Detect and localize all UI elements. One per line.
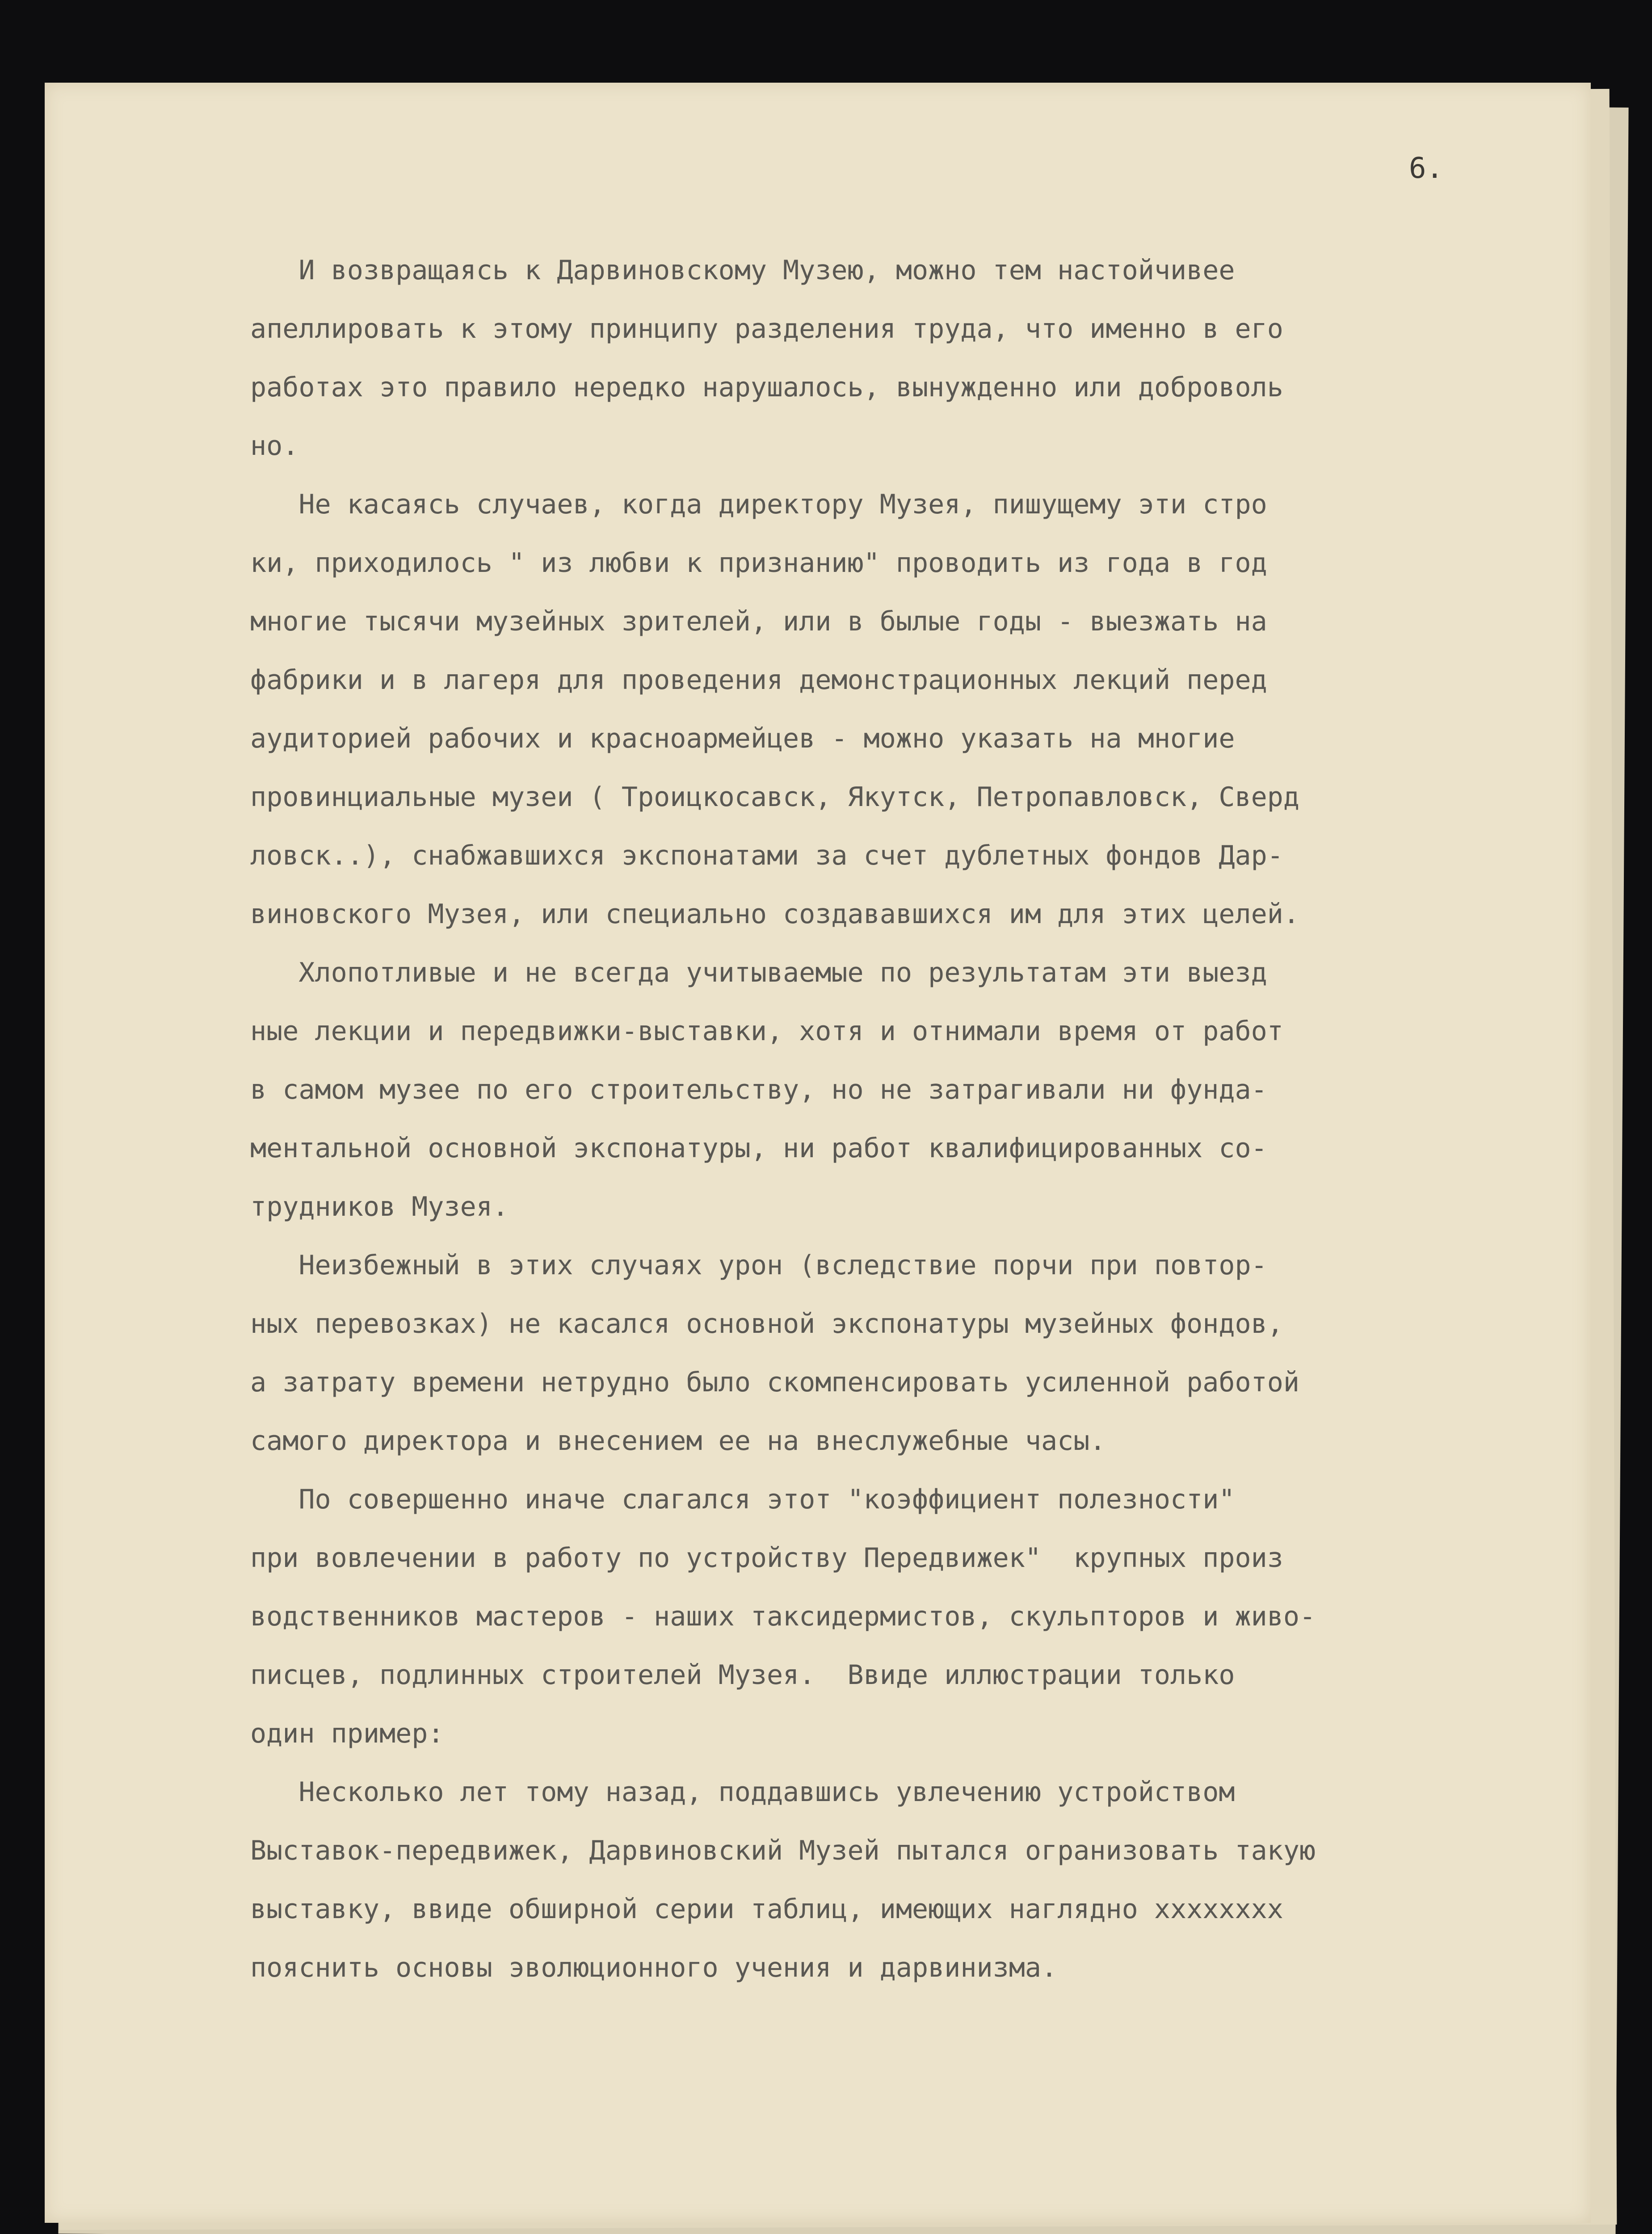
text-line: водственников мастеров - наших таксидермистов, скульпторов и живо- — [250, 1601, 1316, 1632]
text-line: писцев, подлинных строителей Музея. Ввиде иллюстрации только — [250, 1659, 1235, 1691]
text-line: в самом музее по его строительству, но не затрагивали ни фунда- — [250, 1074, 1267, 1105]
text-line: трудников Музея. — [250, 1191, 509, 1222]
text-line: провинциальные музеи ( Троицкосавск, Якутск, Петропавловск, Сверд — [250, 781, 1299, 813]
text-line: Выставок-передвижек, Дарвиновский Музей пытался огранизовать такую — [250, 1835, 1316, 1866]
text-line: фабрики и в лагеря для проведения демонстрационных лекций перед — [250, 664, 1267, 696]
text-line: И возвращаясь к Дарвиновскому Музею, можно тем настойчивее — [250, 255, 1235, 286]
text-line: ные лекции и передвижки-выставки, хотя и отнимали время от работ — [250, 1016, 1283, 1047]
text-line: ки, приходилось " из любви к признанию" проводить из года в год — [250, 547, 1267, 579]
text-line: ных перевозках) не касался основной экспонатуры музейных фондов, — [250, 1308, 1283, 1340]
text-line: ментальной основной экспонатуры, ни работ квалифицированных со- — [250, 1133, 1267, 1164]
text-line: ловск..), снабжавшихся экспонатами за счет дублетных фондов Дар- — [250, 840, 1283, 871]
text-line: Не касаясь случаев, когда директору Музея, пишущему эти стро — [250, 489, 1267, 520]
text-line: но. — [250, 430, 299, 462]
text-line: Неизбежный в этих случаях урон (вследствие порчи при повтор- — [250, 1250, 1267, 1281]
text-line: самого директора и внесением ее на внеслужебные часы. — [250, 1425, 1106, 1457]
text-line: работах это правило нередко нарушалось, вынужденно или доброволь — [250, 372, 1283, 403]
text-line: многие тысячи музейных зрителей, или в былые годы - выезжать на — [250, 606, 1267, 637]
typewritten-page — [45, 83, 1591, 2223]
text-line: а затрату времени нетрудно было скомпенсировать усиленной работой — [250, 1367, 1299, 1398]
text-line: Хлопотливые и не всегда учитываемые по результатам эти выезд — [250, 957, 1267, 988]
page-body — [250, 241, 1586, 1997]
text-line: виновского Музея, или специально создававшихся им для этих целей. — [250, 899, 1299, 930]
text-line: один пример: — [250, 1718, 444, 1749]
text-line: при вовлечении в работу по устройству Передвижек" крупных произ — [250, 1542, 1283, 1574]
text-line: аудиторией рабочих и красноармейцев - можно указать на многие — [250, 723, 1235, 754]
page-number: 6. — [1408, 152, 1443, 185]
text-line: выставку, ввиде обширной серии таблиц, имеющих наглядно xxxxxxxx — [250, 1894, 1283, 1925]
text-line: апеллировать к этому принципу разделения труда, что именно в его — [250, 313, 1283, 344]
text-line: Несколько лет тому назад, поддавшись увлечению устройством — [250, 1776, 1235, 1808]
text-line: пояснить основы эволюционного учения и дарвинизма. — [250, 1952, 1058, 1983]
text-line: По совершенно иначе слагался этот "коэффициент полезности" — [250, 1484, 1235, 1515]
